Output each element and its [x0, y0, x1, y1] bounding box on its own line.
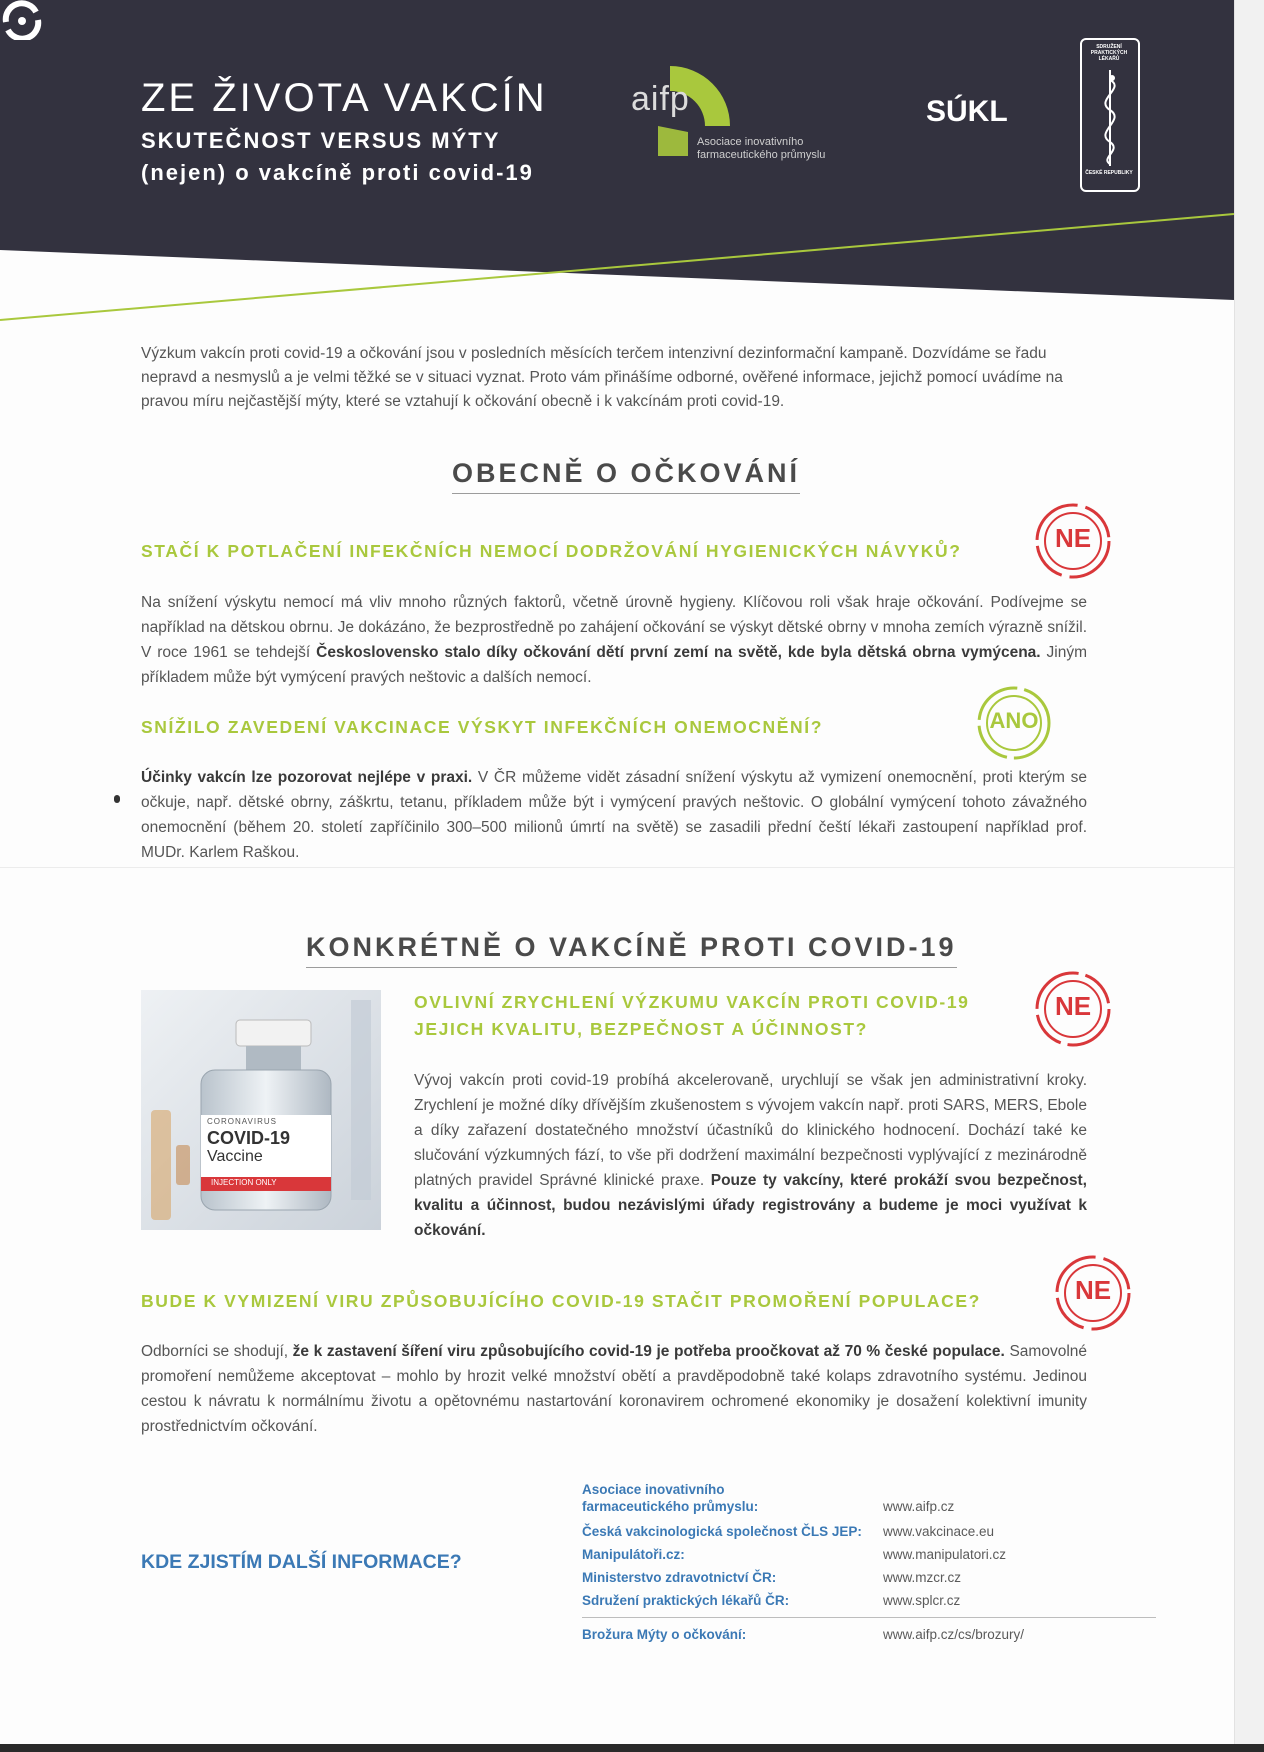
link-label-line-1: Asociace inovativního: [582, 1482, 725, 1497]
vial-label-main: COVID-19: [207, 1128, 291, 1148]
answer-herd-infection: [141, 1339, 1087, 1439]
splcr-logo-bottom-text: ČESKÉ REPUBLIKY: [1085, 170, 1133, 176]
section-title-covid: KONKRÉTNĚ O VAKCÍNĚ PROTI COVID-19: [306, 932, 957, 968]
question-speed-line-2: JEJICH KVALITU, BEZPEČNOST A ÚČINNOST?: [414, 1019, 868, 1039]
more-info-heading: KDE ZJISTÍM DALŠÍ INFORMACE?: [141, 1551, 462, 1573]
scan-edge: [1234, 0, 1264, 1752]
link-label: Brožura Mýty o očkování:: [582, 1627, 747, 1642]
answer-herd-infection-text-b: Samovolné promoření nemůžeme akceptovat – mohlo by hrozit velké množství obětí a pravděpodobně také kolaps zdravotního systému. Jedinou cestou k návratu k normálnímu životu a opětovnému nastartování koronavirem ochromené ekonomiky je dosažení kolektivní imunity prostřednictvím očkování.: [141, 1343, 1088, 1435]
stamp-ano-text: ANO: [989, 708, 1039, 733]
header-banner: [0, 0, 1234, 310]
scan-mark: [114, 795, 120, 803]
vial-label-top: CORONAVIRUS: [207, 1117, 277, 1126]
answer-hygiene-text-b: Jiným příkladem může být vymýcení pravých neštovic a dalších nemocí.: [141, 644, 1087, 686]
page-subtitle: SKUTEČNOST VERSUS MÝTY: [141, 128, 501, 153]
answer-hygiene: [141, 590, 1087, 690]
link-label: [582, 1481, 758, 1515]
aifp-logo-description: Asociace inovativního farmaceutického průmyslu: [697, 136, 826, 161]
scan-bottom-bar: [0, 1744, 1264, 1752]
sukl-logo-text: SÚKL: [926, 95, 1008, 128]
answer-vaccination-effect-text: V ČR můžeme vidět zásadní snížení výskytu až vymizení onemocnění, proti kterým se očkuje, např. dětské obrny, záškrtu, tetanu, příkladem může být i vymýcení pravých neštovic. O globální vymýcení tohoto závažného onemocnění (během 20. století zapříčinilo 300–500 milionů úmrtí na světě) se zasadili přední čeští lékaři zastoupení například prof. MUDr. Karlem Raškou.: [141, 769, 1087, 861]
stamp-ne-3-text: NE: [1074, 1275, 1112, 1305]
page-title: ZE ŽIVOTA VAKCÍN: [141, 76, 548, 120]
vial-label-vaccine: Vaccine: [207, 1148, 263, 1165]
splcr-logo-top-text: SDRUŽENÍ PRAKTICKÝCH LÉKAŘŮ: [1090, 44, 1128, 62]
page-subtitle-2: (nejen) o vakcíně proti covid-19: [141, 160, 534, 185]
vaccine-vial-photo: [141, 990, 381, 1230]
question-vaccination-effect: SNÍŽILO ZAVEDENÍ VAKCINACE VÝSKYT INFEKČNÍCH ONEMOCNĚNÍ?: [141, 717, 824, 737]
link-label: Manipulátoři.cz:: [582, 1547, 685, 1562]
link-url[interactable]: www.vakcinace.eu: [883, 1524, 995, 1539]
link-url[interactable]: www.manipulatori.cz: [883, 1547, 1007, 1562]
answer-herd-infection-text-a: Odborníci se shodují,: [141, 1343, 293, 1360]
link-label-line-2: farmaceutického průmyslu:: [582, 1499, 759, 1514]
links-divider: [582, 1617, 1156, 1618]
stamp-ne-1-text: NE: [1054, 523, 1092, 553]
link-url[interactable]: www.splcr.cz: [883, 1593, 961, 1608]
link-url[interactable]: www.aifp.cz: [883, 1499, 955, 1514]
fold-line: [0, 867, 1234, 868]
section-title-general: OBECNĚ O OČKOVÁNÍ: [452, 458, 800, 494]
question-speed-line-1: OVLIVNÍ ZRYCHLENÍ VÝZKUMU VAKCÍN PROTI COVID-19: [414, 992, 970, 1012]
answer-speed-bold: Pouze ty vakcíny, které prokáží svou bezpečnost, kvalitu a účinnost, budou nezávislými úřady registrovány a budeme je moci využívat k očkování.: [414, 1172, 1087, 1239]
answer-vaccination-effect-bold: Účinky vakcín lze pozorovat nejlépe v praxi.: [141, 769, 473, 786]
asclepius-staff-icon: [1090, 70, 1130, 166]
stamp-ne-2-text: NE: [1054, 991, 1092, 1021]
question-hygiene: STAČÍ K POTLAČENÍ INFEKČNÍCH NEMOCÍ DODRŽOVÁNÍ HYGIENICKÝCH NÁVYKŮ?: [141, 541, 962, 561]
question-speed: [414, 989, 970, 1043]
answer-hygiene-bold: Československo stalo díky očkování dětí první zemí na světě, kde byla dětská obrna vymýcena.: [316, 644, 1041, 661]
link-label: Sdružení praktických lékařů ČR:: [582, 1593, 790, 1608]
link-label: Česká vakcinologická společnost ČLS JEP:: [582, 1524, 862, 1539]
link-label: Ministerstvo zdravotnictví ČR:: [582, 1570, 777, 1585]
answer-herd-infection-bold: že k zastavení šíření viru způsobujícího covid-19 je potřeba proočkovat až 70 % české populace.: [292, 1343, 1005, 1360]
question-herd-infection: BUDE K VYMIZENÍ VIRU ZPŮSOBUJÍCÍHO COVID-19 STAČIT PROMOŘENÍ POPULACE?: [141, 1291, 981, 1311]
answer-vaccination-effect: [141, 765, 1087, 865]
aifp-logo-text: aifp: [631, 80, 690, 118]
link-url[interactable]: www.aifp.cz/cs/brozury/: [883, 1627, 1025, 1642]
answer-hygiene-text-a: Na snížení výskytu nemocí má vliv mnoho různých faktorů, včetně úrovně hygieny. Klíčovou roli však hraje očkování. Podívejme se například na dětskou obrnu. Je dokázáno, že bezprostředně po zahájení očkování se výskyt dětské obrny v mnoha zemích výrazně snížil. V roce 1961 se tehdejší: [141, 594, 1087, 661]
vaccine-vial-illustration: [141, 990, 381, 1230]
vial-label-strip: INJECTION ONLY: [211, 1178, 277, 1187]
answer-speed: [414, 1068, 1087, 1243]
answer-speed-text: Vývoj vakcín proti covid-19 probíhá akcelerovaně, urychlují se však jen administrativní kroky. Zrychlení je možné díky dřívějším zkušenostem s vývojem vakcín např. proti SARS, MERS, Ebole a díky zařazení dostatečného množství účastníků do klinického hodnocení. Dochází také ke slučování výzkumných fází, to vše při dodržení maximální bezpečnosti vyplývající z mezinárodně platných pravidel Správné klinické praxe.: [414, 1072, 1087, 1189]
intro-paragraph: Výzkum vakcín proti covid-19 a očkování jsou v posledních měsících terčem intenzivní dezinformační kampaně. Dozvídáme se řadu nepravd a nesmyslů a je velmi těžké se v situaci vyznat. Proto vám přinášíme odborné, ověřené informace, jejichž pomocí uvádíme na pravou míru nejčastější mýty, které se vztahují k očkování obecně i k vakcínám proti covid-19.: [141, 345, 1063, 410]
sukl-logo-icon: [0, 0, 44, 40]
link-url[interactable]: www.mzcr.cz: [883, 1570, 962, 1585]
